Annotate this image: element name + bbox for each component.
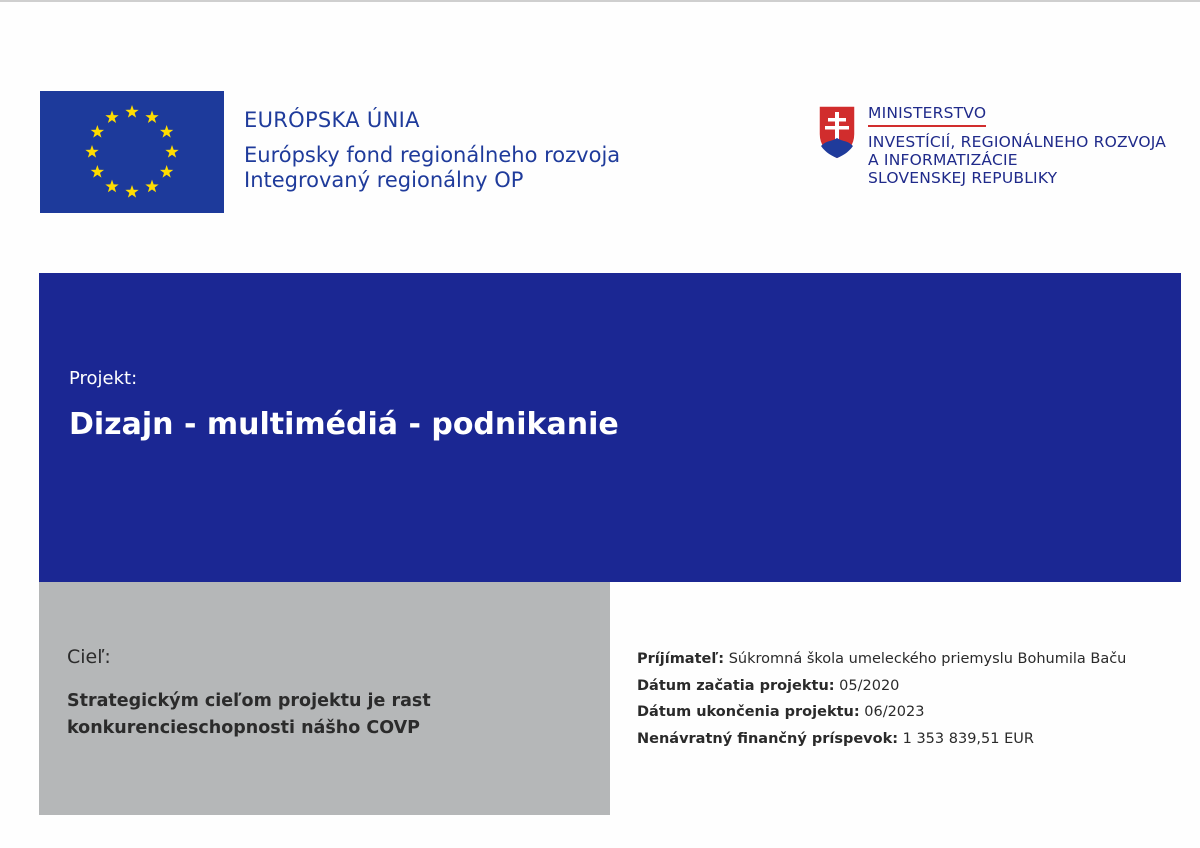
detail-value: 1 353 839,51 EUR [902, 730, 1034, 747]
project-details [637, 646, 1126, 752]
eu-star-icon [160, 125, 173, 138]
eu-star-icon [85, 145, 98, 158]
detail-label: Dátum začatia projektu: [637, 677, 835, 694]
eu-program-name: Integrovaný regionálny OP [244, 168, 524, 192]
ministry-line-3: SLOVENSKEJ REPUBLIKY [868, 169, 1058, 187]
eu-star-icon [105, 180, 118, 193]
eu-star-icon [91, 165, 104, 178]
detail-recipient [637, 646, 1126, 673]
eu-fund-name: Európsky fond regionálneho rozvoja [244, 143, 621, 167]
ministry-line-1: INVESTÍCIÍ, REGIONÁLNEHO ROZVOJA [868, 133, 1167, 151]
eu-star-icon [145, 180, 158, 193]
eu-text-block [244, 106, 620, 193]
slovak-coat-of-arms-icon [817, 104, 857, 160]
ministry-text-block [868, 104, 1166, 187]
detail-value: Súkromná škola umeleckého priemyslu Bohumila Baču [728, 651, 1127, 667]
detail-grant-amount [637, 726, 1126, 753]
detail-value: 06/2023 [864, 704, 925, 720]
eu-title: EURÓPSKA ÚNIA [244, 108, 420, 132]
detail-end-date [637, 699, 1126, 726]
goal-label: Cieľ: [67, 646, 111, 668]
detail-label: Dátum ukončenia projektu: [637, 704, 860, 720]
eu-flag-logo [40, 91, 224, 213]
detail-label: Príjímateľ: [637, 651, 725, 667]
goal-box [39, 582, 610, 815]
eu-star-icon [125, 185, 138, 198]
project-label: Projekt: [69, 368, 138, 389]
detail-label: Nenávratný finančný príspevok: [637, 730, 899, 747]
eu-stars-icon [40, 91, 224, 213]
top-border [0, 0, 1200, 2]
ministry-line-2: A INFORMATIZÁCIE [868, 151, 1018, 169]
ministry-title: MINISTERSTVO [868, 104, 986, 127]
project-name: Dizajn - multimédiá - podnikanie [69, 407, 619, 442]
detail-value: 05/2020 [839, 677, 900, 694]
project-banner [39, 273, 1181, 582]
eu-star-icon [145, 110, 158, 123]
detail-start-date [637, 673, 1126, 700]
eu-star-icon [105, 110, 118, 123]
eu-star-icon [165, 145, 178, 158]
goal-line-1: Strategickým cieľom projektu je rast [67, 691, 431, 711]
eu-star-icon [91, 125, 104, 138]
goal-text [67, 688, 431, 742]
eu-star-icon [125, 105, 138, 118]
eu-star-icon [160, 165, 173, 178]
goal-line-2: konkurencieschopnosti nášho COVP [67, 718, 420, 738]
